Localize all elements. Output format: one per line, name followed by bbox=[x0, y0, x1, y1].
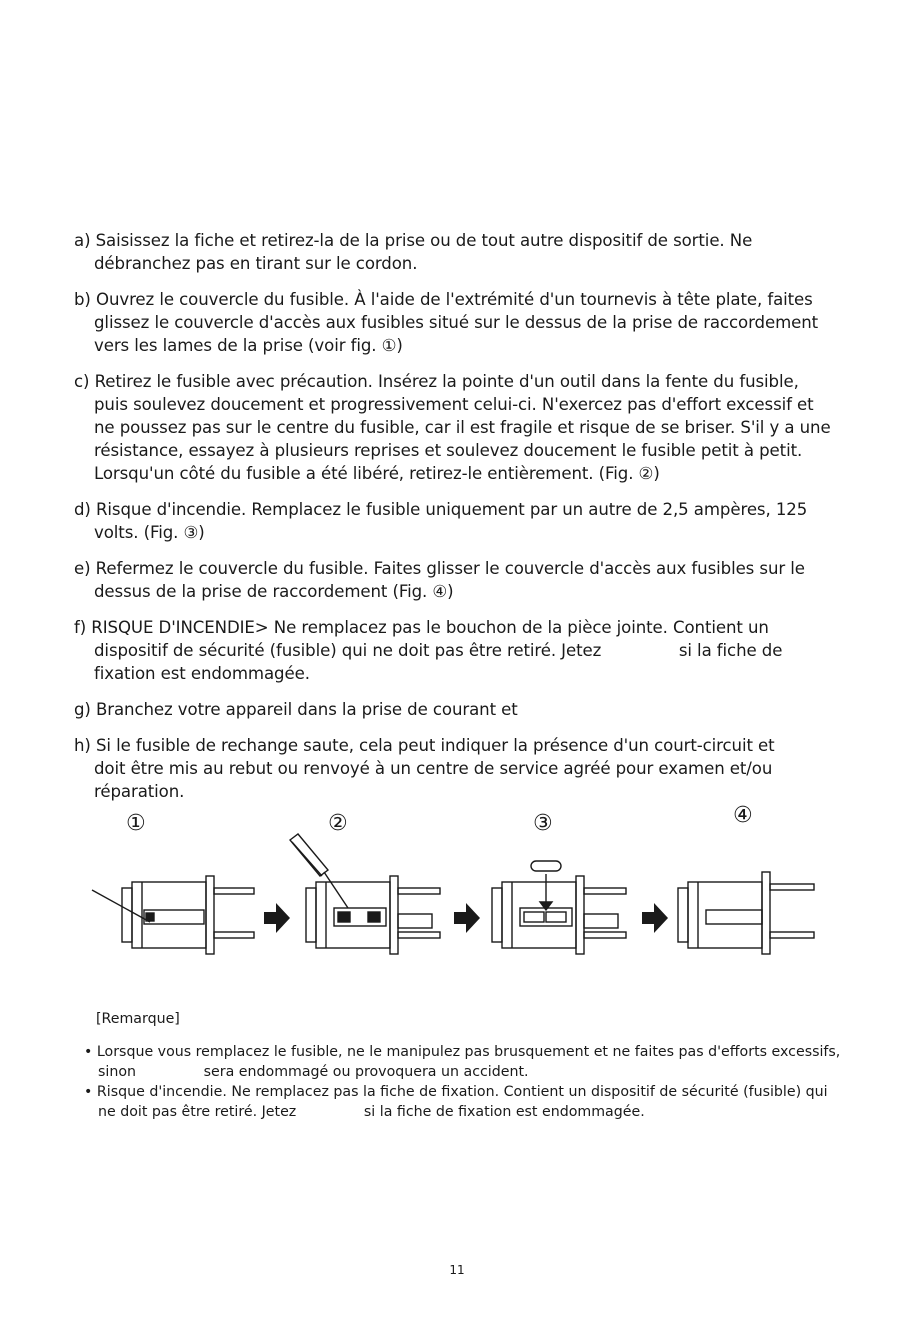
page-number: 11 bbox=[449, 1263, 465, 1277]
step-a: a) Saisissez la fiche et retirez-la de la prise ou de tout autre dispositif de sortie. Ne débranchez pas en tirant sur le cordon. bbox=[74, 231, 758, 273]
plug-figure-1 bbox=[92, 876, 254, 954]
step-f: f) RISQUE D'INCENDIE> Ne remplacez pas le bouchon de la pièce jointe. Contient un dispositif de sécurité (fusible) qui ne doit pas être retiré. Jetez si la fiche de fixation est endommagée. bbox=[74, 618, 788, 683]
plug-figure-2 bbox=[290, 834, 440, 954]
figure-label-1: ① bbox=[126, 811, 146, 836]
remark-bullet-2: • Risque d'incendie. Ne remplacez pas la fiche de fixation. Contient un dispositif de sécurité (fusible) qui ne doit pas être retiré. Jetez si la fiche de fixation est endommagée. bbox=[84, 1084, 833, 1120]
figure-label-2: ② bbox=[328, 811, 348, 836]
arrow-icon bbox=[264, 903, 290, 933]
remark-section bbox=[84, 1009, 844, 1122]
remark-title: [Remarque] bbox=[96, 1011, 180, 1027]
plug-figure-3 bbox=[492, 861, 626, 954]
step-c: c) Retirez le fusible avec précaution. Insérez la pointe d'un outil dans la fente du fusible, puis soulevez doucement et progressivement celui-ci. N'exercez pas d'effort excessif et ne poussez pas sur le centre du fusible, car il est fragile et risque de se briser. S'il y a une résistance, essayez à plusieurs reprises et soulevez doucement le fusible petit à petit. Lorsqu'un côté du fusible a été libéré, retirez-le entièrement. (Fig. ②) bbox=[74, 372, 836, 483]
arrow-icon bbox=[454, 903, 480, 933]
step-g: g) Branchez votre appareil dans la prise de courant et bbox=[74, 700, 518, 719]
arrow-icon bbox=[642, 903, 668, 933]
step-b: b) Ouvrez le couvercle du fusible. À l'aide de l'extrémité d'un tournevis à tête plate, faites glissez le couvercle d'accès aux fusibles situé sur le dessus de la prise de raccordement vers les lames de la prise (voir fig. ①) bbox=[74, 290, 824, 355]
step-d: d) Risque d'incendie. Remplacez le fusible uniquement par un autre de 2,5 ampères, 125 volts. (Fig. ③) bbox=[74, 500, 813, 542]
plug-figure-4 bbox=[678, 872, 814, 954]
remark-bullet-text: Lorsque vous remplacez le fusible, ne le manipulez pas brusquement et ne faites pas d'efforts excessifs, sinon sera endommagé ou provoquera un accident. bbox=[96, 1044, 845, 1080]
fuse-icon bbox=[531, 861, 561, 871]
step-h: h) Si le fusible de rechange saute, cela peut indiquer la présence d'un court-circuit et doit être mis au rebut ou renvoyé à un centre de service agréé pour examen et/ou réparation. bbox=[74, 736, 858, 801]
remark-bullet-text: Risque d'incendie. Ne remplacez pas la fiche de fixation. Contient un dispositif de sécurité (fusible) qui ne doit pas être retiré. Jetez si la fiche de fixation est endommagée. bbox=[96, 1084, 833, 1120]
remark-bullet-1: • Lorsque vous remplacez le fusible, ne le manipulez pas brusquement et ne faites pas d'efforts excessifs, sinon sera endommagé ou provoquera un accident. bbox=[84, 1044, 845, 1080]
fuse-replacement-figures bbox=[80, 800, 840, 960]
figure-label-4: ④ bbox=[733, 803, 753, 828]
figure-label-3: ③ bbox=[533, 811, 553, 836]
step-e: e) Refermez le couvercle du fusible. Faites glisser le couvercle d'accès aux fusibles sur le dessus de la prise de raccordement (Fig. ④) bbox=[74, 559, 811, 601]
instruction-steps bbox=[74, 229, 858, 816]
screwdriver-icon bbox=[290, 834, 348, 908]
